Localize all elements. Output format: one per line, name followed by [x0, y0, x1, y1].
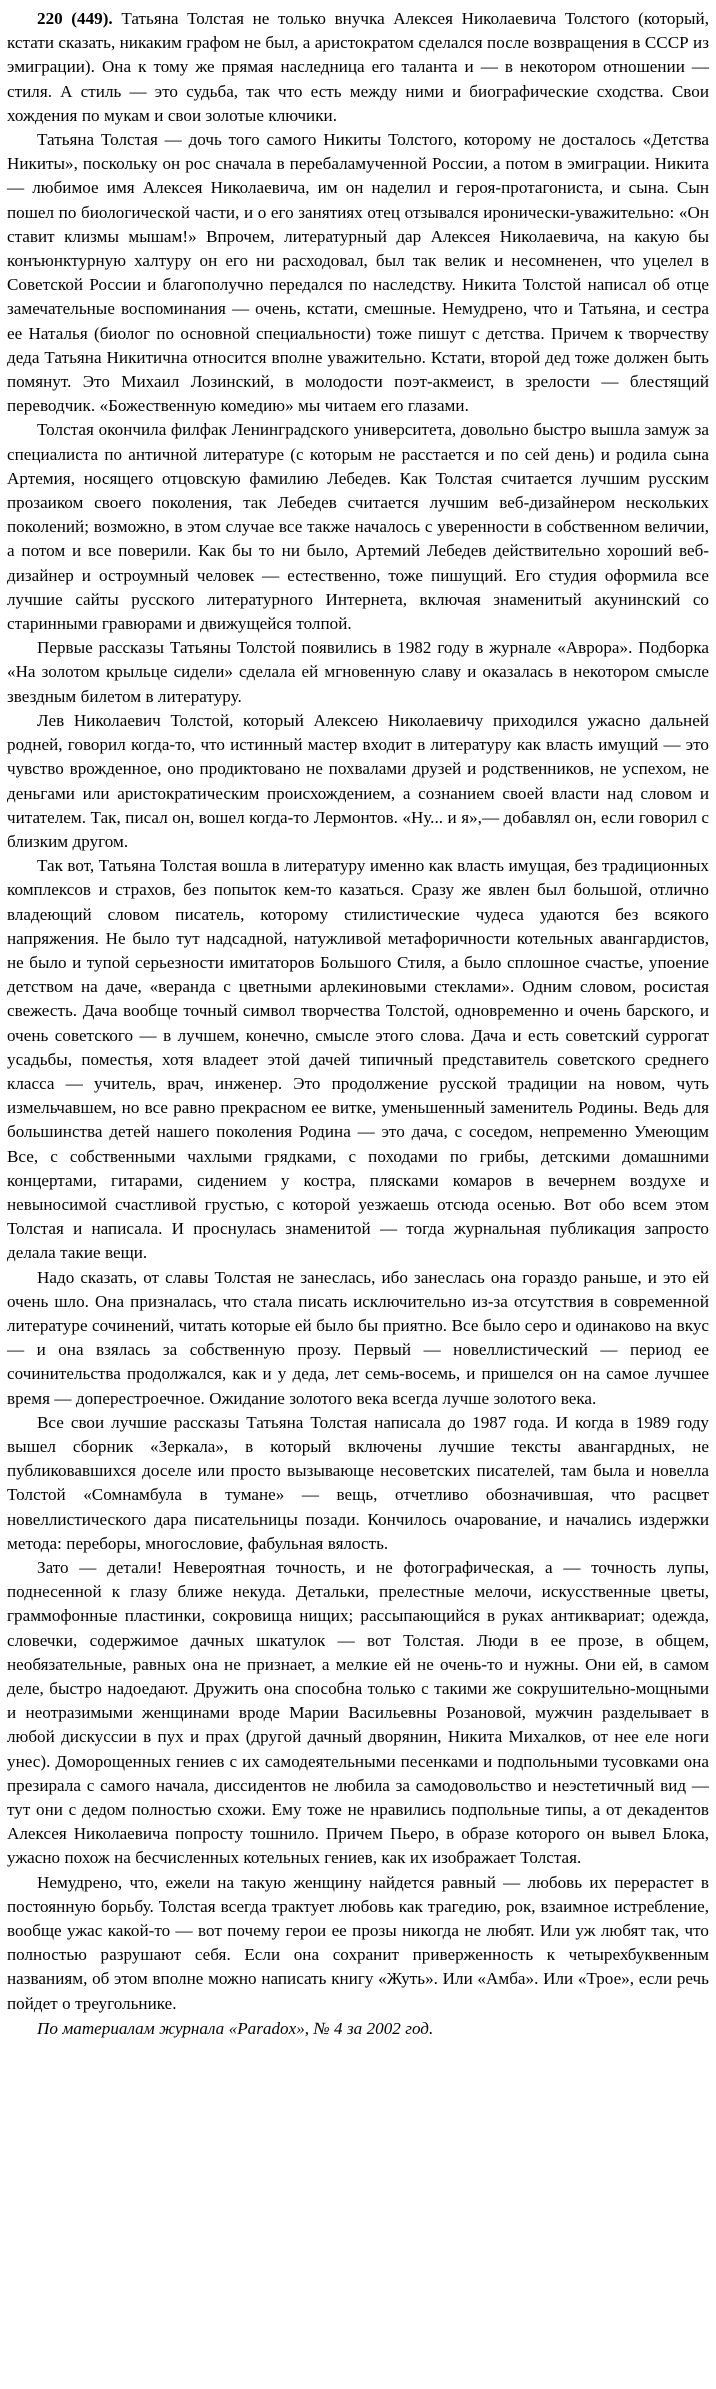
paragraph-text: Лев Николаевич Толстой, который Алексею Николаевичу приходился ужасно дальней родней, говорил когда-то, что истинный мастер входит в литературу как власть имущий — это чувство врожденное, оно продиктовано не похвалами друзей и родственников, не успехом, не деньгами или аристократическим происхождением, а сознанием своей власти над словом и читателем. Так, писал он, вошел когда-то Лермонтов. «Ну... и я»,— добавлял он, если говорил с близким другом.	[7, 710, 709, 851]
paragraph-text: Первые рассказы Татьяны Толстой появились в 1982 году в журнале «Аврора». Подборка «На золотом крыльце сидели» сделала ей мгновенную славу и оказалась в некотором смысле звездным билетом в литературу.	[7, 638, 709, 706]
paragraph-7	[7, 1266, 709, 1411]
source-attribution: По материалам журнала «Paradox», № 4 за 2002 год.	[37, 2018, 434, 2038]
paragraph-text: Татьяна Толстая не только внучка Алексея Николаевича Толстого (который, кстати сказать, никаким графом не был, а аристократом сделался после возвращения в СССР из эмиграции). Она к тому же прямая наследница его таланта и — в некотором отношении — стиля. А стиль — это судьба, так что есть между ними и биографические сходства. Свои хождения по мукам и свои золотые ключики.	[7, 9, 709, 125]
paragraph-5	[7, 709, 709, 854]
paragraph-text: Немудрено, что, ежели на такую женщину найдется равный — любовь их перерастет в постоянную борьбу. Толстая всегда трактует любовь как трагедию, рок, взаимное истребление, вообще ужас какой-то — вот почему герои ее прозы никогда не любят. Или уж любят так, что полностью разрушают себя. Если она сохранит приверженность к четырехбуквенным названиям, об этом вполне можно написать книгу «Жуть». Или «Амба». Или «Трое», если речь пойдет о треугольнике.	[7, 1872, 709, 2013]
paragraph-text: Все свои лучшие рассказы Татьяна Толстая написала до 1987 года. И когда в 1989 году вышел сборник «Зеркала», в который включены лучшие тексты авангардных, не публиковавшихся доселе или просто вызывающе несоветских писателей, там была и новелла Толстой «Сомнамбула в тумане» — вещь, отчетливо обозначившая, что расцвет новеллистического дара писательницы позади. Кончилось очарование, и начались издержки метода: переборы, многословие, фабульная вялость.	[7, 1412, 709, 1553]
paragraph-9	[7, 1556, 709, 1871]
paragraph-8	[7, 1411, 709, 1556]
paragraph-4	[7, 636, 709, 709]
paragraph-1	[7, 7, 709, 128]
paragraph-text: Так вот, Татьяна Толстая вошла в литературу именно как власть имущая, без традиционных комплексов и страхов, без попыток кем-то казаться. Сразу же явлен был большой, отлично владеющий словом писатель, которому стилистические чудеса удаются без всякого напряжения. Не было тут надсадной, натужливой метафоричности котельных авангардистов, не было и тупой серьезности имитаторов Большого Стиля, а было сплошное счастье, упоение детством на даче, «веранда с цветными арлекиновыми стеклами». Одним словом, росистая свежесть. Дача вообще точный символ творчества Толстой, одновременно и очень барского, и очень советского — в лучшем, конечно, смысле этого слова. Дача и есть советский суррогат усадьбы, поместья, хотя владеет этой дачей типичный представитель советского среднего класса — учитель, врач, инженер. Это продолжение русской традиции на новом, чуть измельчавшем, но все равно прекрасном ее витке, уменьшенный заменитель Родины. Ведь для большинства детей нашего поколения Родина — это дача, с соседом, непременно Умеющим Все, с собственными чахлыми грядками, с походами по грибы, детскими домашними концертами, гитарами, сидением у костра, плясками комаров в вечернем воздухе и невыносимой счастливой грустью, с которой уезжаешь отсюда осенью. Вот обо всем этом Толстая и написала. И проснулась знаменитой — тогда журнальная публикация запросто делала такие вещи.	[7, 856, 709, 1263]
exercise-body	[7, 7, 709, 2041]
paragraph-3	[7, 418, 709, 636]
paragraph-text: Толстая окончила филфак Ленинградского университета, довольно быстро вышла замуж за специалиста по античной литературе (с которым не расстается и по сей день) и родила сына Артемия, носящего отцовскую фамилию Лебедев. Как Толстая считается лучшим русским прозаиком своего поколения, так Лебедев считается лучшим веб-дизайнером нескольких поколений; возможно, в этом случае все также началось с уверенности в собственном величии, а потом и все поверили. Как бы то ни было, Артемий Лебедев действительно хороший веб-дизайнер и остроумный человек — естественно, тоже пишущий. Его студия оформила все лучшие сайты русского литературного Интернета, включая знаменитый акунинский со старинными гравюрами и движущейся толпой.	[7, 420, 709, 634]
paragraph-10	[7, 1871, 709, 2016]
paragraph-text: Татьяна Толстая — дочь того самого Никиты Толстого, которому не досталось «Детства Никиты», поскольку он рос сначала в перебаламученной России, а потом в эмиграции. Никита — любимое имя Алексея Николаевича, им он наделил и героя-протагониста, и сына. Сын пошел по биологической части, и о его занятиях отец отзывался иронически-уважительно: «Он ставит клизмы мышам!» Впрочем, литературный дар Алексея Николаевича, на какую бы конъюнктурную халтуру он его ни расходовал, был так велик и несомненен, что уцелел в Советской России и благополучно передался по наследству. Никита Толстой написал об отце замечательные воспоминания — очень, кстати, смешные. Немудрено, что и Татьяна, и сестра ее Наталья (биолог по основной специальности) тоже пишут с детства. Причем к творчеству деда Татьяна Никитична относится вполне уважительно. Кстати, второй дед тоже должен быть помянут. Это Михаил Лозинский, в молодости поэт-акмеист, в зрелости — блестящий переводчик. «Божественную комедию» мы читаем его глазами.	[7, 130, 709, 416]
exercise-number: 220 (449).	[37, 9, 113, 28]
paragraph-text: Надо сказать, от славы Толстая не занеслась, ибо занеслась она гораздо раньше, и это ей очень шло. Она призналась, что стала писать исключительно из-за отсутствия в современной литературе сочинений, читать которые ей было бы приятно. Все было серо и одинаково на вкус — и она взялась за собственную прозу. Первый — новеллистический — период ее сочинительства продолжался, как и у деда, лет семь-восемь, и пришелся он на самое лучшее время — доперестроечное. Ожидание золотого века всегда лучше золотого века.	[7, 1267, 709, 1408]
paragraph-2	[7, 128, 709, 418]
paragraph-6	[7, 854, 709, 1265]
paragraph-text: Зато — детали! Невероятная точность, и не фотографическая, а — точность лупы, поднесенной к глазу ближе некуда. Детальки, прелестные мелочи, искусственные цветы, граммофонные пластинки, сокровища нищих; рассыпающийся в руках антиквариат; одежда, словечки, содержимое дачных шкатулок — вот Толстая. Люди в ее прозе, в общем, необязательные, равных она не признает, а мелкие ей не очень-то и нужны. Они ей, в самом деле, быстро надоедают. Дружить она способна только с такими же сокрушительно-мощными и неотразимыми женщинами вроде Марии Васильевны Розановой, мужчин разделывает в любой дискуссии в пух и прах (другой дачный дворянин, Никита Михалков, от нее еле ноги унес). Доморощенных гениев с их самодеятельными песенками и подпольными тусовками она презирала с самого начала, диссидентов не любила за самодовольство и неэстетичный вид — тут они с дедом полностью схожи. Ему тоже не нравились подпольные типы, а от декадентов Алексея Николаевича попросту тошнило. Причем Пьеро, в образе которого он вывел Блока, ужасно похож на бесчисленных котельных гениев, как их изображает Толстая.	[7, 1558, 709, 1868]
